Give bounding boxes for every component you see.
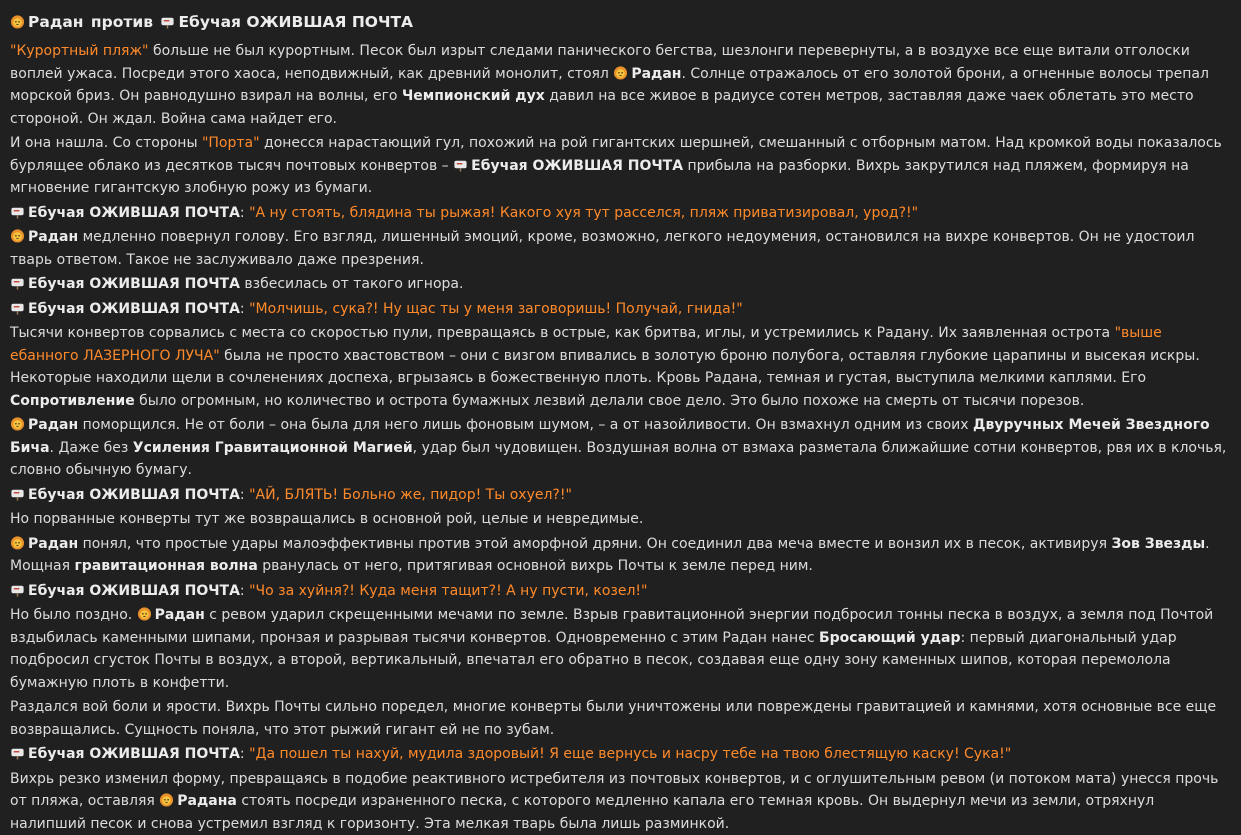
text-run: : bbox=[240, 583, 249, 599]
text-run: Но было поздно. bbox=[10, 607, 137, 623]
mailbox-icon bbox=[160, 14, 175, 29]
bold-text: Ебучая ОЖИВШАЯ ПОЧТА bbox=[28, 583, 240, 599]
text-run: Но порванные конверты тут же возвращались в основной рой, целые и невредимые. bbox=[10, 511, 643, 527]
text-run: медленно повернул голову. Его взгляд, лишенный эмоций, кроме, возможно, легкого недоумения, остановился на вихре конвертов. Он не удостоил тварь ответом. Такое не заслуживало даже презрения. bbox=[10, 229, 1194, 268]
quote-text: "Да пошел ты нахуй, мудила здоровый! Я еще вернусь и насру тебе на твою блестящую каску! Сука!" bbox=[249, 746, 1011, 762]
paragraph bbox=[10, 768, 1231, 835]
bold-text: Ебучая ОЖИВШАЯ ПОЧТА bbox=[28, 487, 240, 503]
text-run: стоять посреди израненного песка, с которого медленно капала его темная кровь. Он выдернул мечи из земли, отряхнул налипший песок и снова устремил взгляд к горизонту. Эта мелкая тварь была лишь разминкой. bbox=[10, 793, 1154, 832]
lion-face-icon bbox=[10, 14, 25, 29]
text-run: . Даже без bbox=[50, 440, 133, 456]
paragraph bbox=[10, 132, 1231, 200]
text-run: . Солнце отражалось от его золотой брони, а огненные волосы трепал морской бриз. Он равнодушно взирал на волны, его bbox=[10, 66, 1209, 105]
paragraph bbox=[10, 743, 1231, 766]
quote-text: "Чо за хуйня?! Куда меня тащит?! А ну пусти, козел!" bbox=[249, 583, 647, 599]
text-run: донесся нарастающий гул, похожий на рой гигантских шершней, смешанный с отборным матом. Над кромкой воды показалось бурлящее облако из десятков тысяч почтовых конвертов – bbox=[10, 135, 1222, 174]
bold-text: Усиления Гравитационной Магией bbox=[133, 440, 413, 456]
lion-face-icon bbox=[137, 606, 152, 621]
bold-text: Зов Звезды bbox=[1111, 536, 1205, 552]
text-run: . Мощная bbox=[10, 536, 1210, 575]
bold-text: Радан bbox=[28, 229, 78, 245]
paragraph bbox=[10, 533, 1231, 578]
quote-text: "Порта" bbox=[202, 135, 260, 151]
text-run: Вихрь резко изменил форму, превращаясь в подобие реактивного истребителя из почтовых конвертов, и с оглушительным ревом (и потоком мата) унесся прочь от пляжа, оставляя bbox=[10, 771, 1218, 810]
paragraph bbox=[10, 604, 1231, 694]
lion-face-icon bbox=[10, 416, 25, 431]
bold-text: Ебучая ОЖИВШАЯ ПОЧТА bbox=[28, 746, 240, 762]
text-run: : bbox=[240, 746, 249, 762]
text-run: Тысячи конвертов сорвались с места со скоростью пули, превращаясь в острые, как бритва, иглы, и устремились к Радану. Их заявленная острота bbox=[10, 325, 1115, 341]
text-run: было огромным, но количество и острота бумажных лезвий делали свое дело. Это было похоже на смерть от тысячи порезов. bbox=[135, 393, 1085, 409]
text-run: прибыла на разборки. Вихрь закрутился над пляжем, формируя на мгновение гигантскую злобную рожу из бумаги. bbox=[10, 158, 1189, 197]
mailbox-icon bbox=[10, 486, 25, 501]
paragraph bbox=[10, 508, 1231, 531]
text-run: была не просто хвастовством – они с визгом впивались в золотую броню полубога, оставляя глубокие царапины и высекая искры. Некоторые находили щели в сочленениях доспеха, вгрызаясь в божественную плоть. Кровь Радана, темная и густая, выступила мелкими каплями. Его bbox=[10, 348, 1200, 387]
lion-face-icon bbox=[10, 228, 25, 243]
text-run: : первый диагональный удар подбросил сгусток Почты в воздух, а второй, вертикальный, впечатал его обратно в песок, создавая еще одну зону каменных шипов, которая перемолола бумажную плоть в конфетти. bbox=[10, 630, 1177, 691]
bold-text: Ебучая ОЖИВШАЯ ПОЧТА bbox=[28, 276, 240, 292]
bold-text: Ебучая ОЖИВШАЯ ПОЧТА bbox=[471, 158, 683, 174]
text-run: поморщился. Не от боли – она была для него лишь фоновым шумом, – а от назойливости. Он взмахнул одним из своих bbox=[78, 417, 973, 433]
title-radan: Радан bbox=[28, 13, 84, 31]
title-versus: против bbox=[91, 13, 153, 31]
bold-text: Радан bbox=[155, 607, 205, 623]
quote-text: "Молчишь, сука?! Ну щас ты у меня заговоришь! Получай, гнида!" bbox=[249, 301, 743, 317]
paragraph bbox=[10, 202, 1231, 225]
text-run: И она нашла. Со стороны bbox=[10, 135, 202, 151]
bold-text: гравитационная волна bbox=[74, 558, 257, 574]
mailbox-icon bbox=[10, 275, 25, 290]
paragraph bbox=[10, 40, 1231, 130]
mailbox-icon bbox=[10, 582, 25, 597]
lion-face-icon bbox=[613, 65, 628, 80]
bold-text: Радан bbox=[28, 417, 78, 433]
text-run: больше не был курортным. Песок был изрыт следами панического бегства, шезлонги перевернуты, а в воздухе все еще витали отголоски воплей ужаса. Посреди этого хаоса, неподвижный, как древний монолит, стоял bbox=[10, 43, 1190, 82]
quote-text: "выше ебанного ЛАЗЕРНОГО ЛУЧА" bbox=[10, 325, 1162, 364]
lion-face-icon bbox=[159, 792, 174, 807]
text-run: : bbox=[240, 301, 249, 317]
text-run: Раздался вой боли и ярости. Вихрь Почты сильно поредел, многие конверты были уничтожены или повреждены гравитацией и камнями, хотя основные все еще возвращались. Сущность поняла, что этот рыжий гигант ей не по зубам. bbox=[10, 699, 1216, 738]
paragraph bbox=[10, 484, 1231, 507]
paragraph bbox=[10, 226, 1231, 271]
mailbox-icon bbox=[10, 300, 25, 315]
mailbox-icon bbox=[10, 204, 25, 219]
text-run: : bbox=[240, 205, 249, 221]
title-mail: Ебучая ОЖИВШАЯ ПОЧТА bbox=[178, 13, 413, 31]
text-run: с ревом ударил скрещенными мечами по земле. Взрыв гравитационной энергии подбросил тонны песка в воздух, а земля под Почтой вздыбилась каменными шипами, пронзая и разрывая тысячи конвертов. Одновременно с этим Радан нанес bbox=[10, 607, 1213, 646]
bold-text: Сопротивление bbox=[10, 393, 135, 409]
text-run: , удар был чудовищен. Воздушная волна от взмаха разметала ближайшие сотни конвертов, рвя их в клочья, словно обычную бумагу. bbox=[10, 440, 1226, 479]
paragraph bbox=[10, 414, 1231, 482]
mailbox-icon bbox=[453, 157, 468, 172]
paragraph bbox=[10, 298, 1231, 321]
page-title bbox=[10, 9, 1231, 35]
text-run: : bbox=[240, 487, 249, 503]
bold-text: Бросающий удар bbox=[819, 630, 961, 646]
bold-text: Радан bbox=[28, 536, 78, 552]
paragraph bbox=[10, 696, 1231, 741]
paragraph bbox=[10, 580, 1231, 603]
quote-text: "АЙ, БЛЯТЬ! Больно же, пидор! Ты охуел?!" bbox=[249, 487, 572, 503]
bold-text: Двуручных Мечей Звездного Бича bbox=[10, 417, 1210, 456]
text-run: давил на все живое в радиусе сотен метров, заставляя даже чаек облетать это место стороной. Он ждал. Война сама найдет его. bbox=[10, 88, 1194, 127]
bold-text: Ебучая ОЖИВШАЯ ПОЧТА bbox=[28, 205, 240, 221]
story-body bbox=[10, 40, 1231, 835]
text-run: понял, что простые удары малоэффективны против этой аморфной дряни. Он соединил два меча вместе и вонзил их в песок, активируя bbox=[78, 536, 1111, 552]
paragraph bbox=[10, 322, 1231, 412]
bold-text: Радан bbox=[631, 66, 681, 82]
text-run: рванулась от него, притягивая основной вихрь Почты к земле перед ним. bbox=[258, 558, 813, 574]
quote-text: "А ну стоять, блядина ты рыжая! Какого хуя тут расселся, пляж приватизировал, урод?!" bbox=[249, 205, 918, 221]
lion-face-icon bbox=[10, 535, 25, 550]
paragraph bbox=[10, 273, 1231, 296]
bold-text: Ебучая ОЖИВШАЯ ПОЧТА bbox=[28, 301, 240, 317]
mailbox-icon bbox=[10, 745, 25, 760]
bold-text: Радана bbox=[177, 793, 237, 809]
bold-text: Чемпионский дух bbox=[402, 88, 545, 104]
quote-text: "Курортный пляж" bbox=[10, 43, 149, 59]
text-run: взбесилась от такого игнора. bbox=[240, 276, 464, 292]
